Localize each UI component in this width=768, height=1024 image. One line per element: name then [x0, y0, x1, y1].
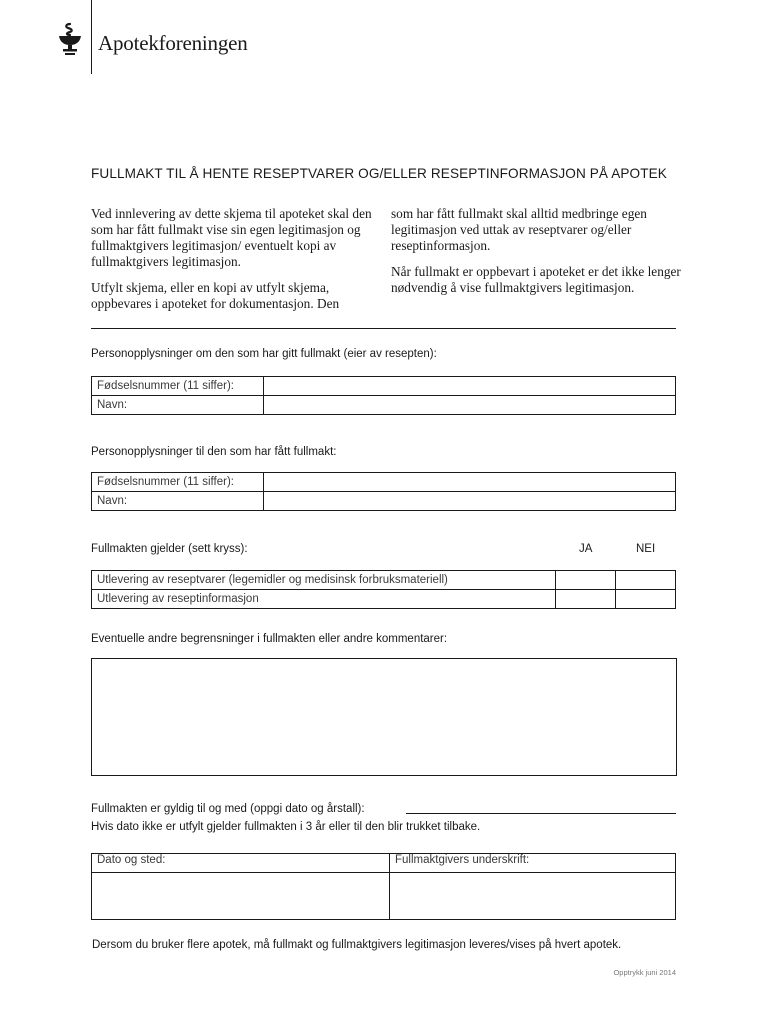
receiver-ssn-field[interactable] — [264, 473, 676, 492]
intro-paragraph: Når fullmakt er oppbevart i apoteket er det ikke lenger nødvendig å vise fullmaktgivers legitimasjon. — [391, 264, 681, 295]
intro-right-column — [391, 206, 681, 306]
scope-no-checkbox[interactable] — [616, 590, 676, 609]
intro-paragraph: Ved innlevering av dette skjema til apoteket skal den som har fått fullmakt vise sin egen legitimasjon og fullmaktgivers legitimasjon/ eventuelt kopi av fullmaktgivers legitimasjon. — [91, 206, 372, 269]
table-row — [92, 473, 676, 492]
validity-label: Fullmakten er gyldig til og med (oppgi dato og årstall): — [91, 803, 365, 815]
footer-note: Dersom du bruker flere apotek, må fullmakt og fullmaktgivers legitimasjon leveres/vises på hvert apotek. — [92, 939, 622, 951]
yes-column-header: JA — [579, 543, 593, 555]
table-row — [92, 854, 676, 873]
giver-name-label: Navn: — [92, 396, 264, 415]
receiver-name-field[interactable] — [264, 492, 676, 511]
print-info: Opptrykk juni 2014 — [613, 968, 676, 977]
giver-name-field[interactable] — [264, 396, 676, 415]
scope-row-label: Utlevering av reseptvarer (legemidler og medisinsk forbruksmateriell) — [92, 571, 556, 590]
date-place-label: Dato og sted: — [92, 854, 390, 873]
comments-field[interactable] — [91, 658, 677, 776]
giver-ssn-field[interactable] — [264, 377, 676, 396]
table-row — [92, 396, 676, 415]
scope-section-label: Fullmakten gjelder (sett kryss): — [91, 543, 248, 555]
giver-section-label: Personopplysninger om den som har gitt fullmakt (eier av resepten): — [91, 348, 437, 360]
signature-table — [91, 853, 676, 920]
table-row — [92, 571, 676, 590]
table-row — [92, 492, 676, 511]
comments-section-label: Eventuelle andre begrensninger i fullmakten eller andre kommentarer: — [91, 633, 448, 645]
scope-yes-checkbox[interactable] — [556, 590, 616, 609]
document-title: FULLMAKT TIL Å HENTE RESEPTVARER OG/ELLER RESEPTINFORMASJON PÅ APOTEK — [91, 166, 667, 181]
table-row — [92, 873, 676, 920]
receiver-table — [91, 472, 676, 511]
receiver-name-label: Navn: — [92, 492, 264, 511]
table-row — [92, 590, 676, 609]
scope-no-checkbox[interactable] — [616, 571, 676, 590]
giver-ssn-label: Fødselsnummer (11 siffer): — [92, 377, 264, 396]
table-row — [92, 377, 676, 396]
no-column-header: NEI — [636, 543, 656, 555]
validity-note: Hvis dato ikke er utfylt gjelder fullmakten i 3 år eller til den blir trukket tilbake. — [91, 821, 481, 833]
intro-paragraph: som har fått fullmakt skal alltid medbringe egen legitimasjon ved uttak av reseptvarer og/eller reseptinformasjon. — [391, 206, 647, 253]
validity-date-field[interactable] — [406, 813, 676, 814]
bowl-of-hygieia-icon — [56, 22, 84, 56]
signature-label: Fullmaktgivers underskrift: — [390, 854, 676, 873]
scope-row-label: Utlevering av reseptinformasjon — [92, 590, 556, 609]
scope-yes-checkbox[interactable] — [556, 571, 616, 590]
intro-paragraph: Utfylt skjema, eller en kopi av utfylt skjema, oppbevares i apoteket for dokumentasjon. Den — [91, 280, 340, 311]
section-divider — [91, 328, 676, 329]
receiver-section-label: Personopplysninger til den som har fått fullmakt: — [91, 446, 337, 458]
org-name: Apotekforeningen — [98, 31, 248, 55]
giver-table — [91, 376, 676, 415]
signature-field[interactable] — [390, 873, 676, 920]
intro-left-column — [91, 206, 381, 322]
receiver-ssn-label: Fødselsnummer (11 siffer): — [92, 473, 264, 492]
date-place-field[interactable] — [92, 873, 390, 920]
header-divider — [91, 0, 92, 74]
scope-table — [91, 570, 676, 609]
